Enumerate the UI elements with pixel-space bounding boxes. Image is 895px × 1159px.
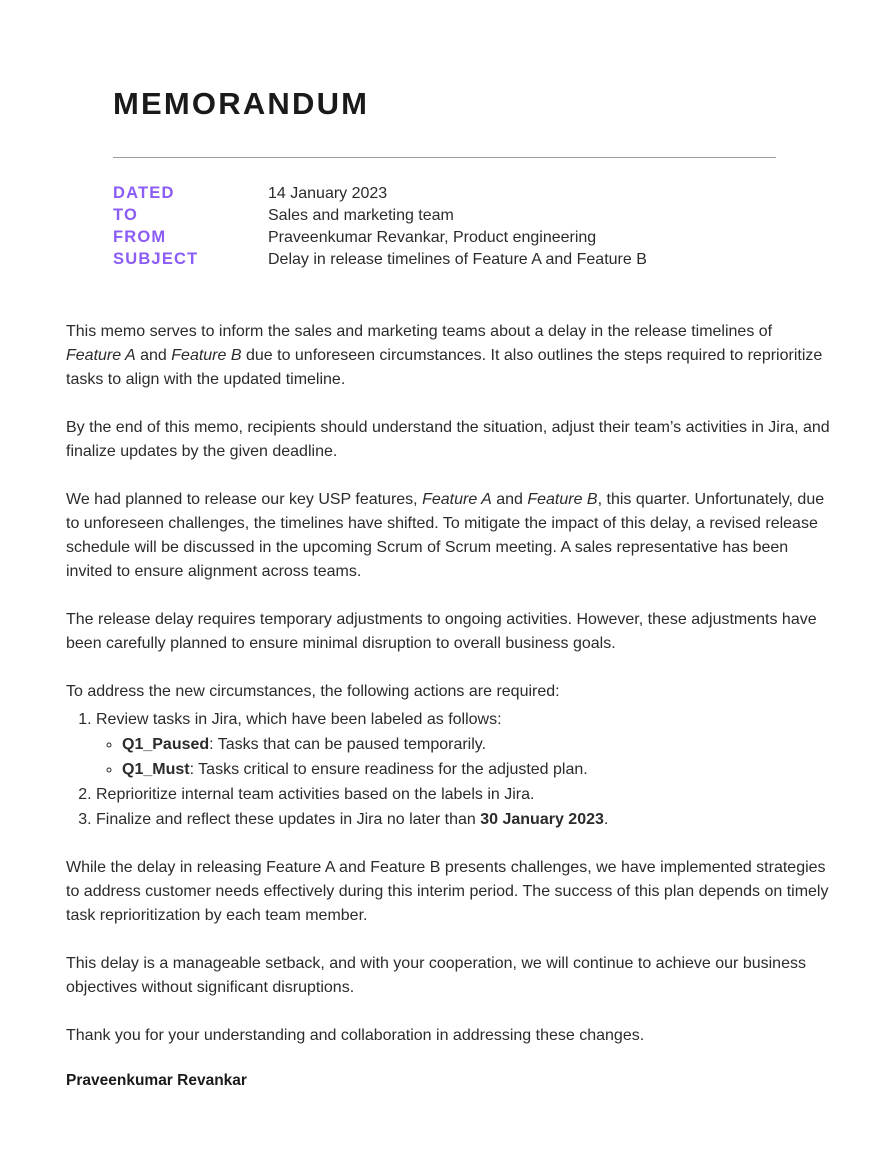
meta-value-from: Praveenkumar Revankar, Product engineering <box>268 229 597 246</box>
paragraph-background <box>66 488 831 584</box>
action-item-3-text-a: Finalize and reflect these updates in Jira no later than <box>96 811 481 828</box>
paragraph-intro <box>66 320 831 392</box>
memo-body <box>66 320 831 1090</box>
paragraph-actions-lead: To address the new circumstances, the following actions are required: <box>66 683 560 700</box>
meta-label-subject: SUBJECT <box>113 250 199 268</box>
meta-row-subject <box>113 250 793 269</box>
labels-sublist <box>96 733 831 782</box>
page-title: MEMORANDUM <box>113 86 370 121</box>
meta-value-subject: Delay in release timelines of Feature A and Feature B <box>268 251 647 268</box>
paragraph-background-text-b: and <box>491 491 528 508</box>
list-item <box>96 808 831 832</box>
paragraph-intro-text-c: due to unforeseen circumstances. It also outlines the steps required to reprioritize tasks to align with the updated timeline. <box>66 347 823 388</box>
meta-value-dated: 14 January 2023 <box>268 185 388 202</box>
paragraph-intro-text-a: This memo serves to inform the sales and marketing teams about a delay in the release timelines of <box>66 323 773 340</box>
feature-b-emphasis-2: Feature B <box>527 491 598 508</box>
action-item-1-text: Review tasks in Jira, which have been labeled as follows: <box>96 711 502 728</box>
paragraph-purpose: By the end of this memo, recipients should understand the situation, adjust their team’s activities in Jira, and finalize updates by the given deadline. <box>66 419 830 460</box>
memo-header-fields <box>113 184 793 272</box>
meta-value-to: Sales and marketing team <box>268 207 454 224</box>
paragraph-intro-text-b: and <box>135 347 172 364</box>
list-item <box>122 758 831 782</box>
label-q1-paused: Q1_Paused <box>122 736 210 753</box>
meta-label-from: FROM <box>113 228 167 246</box>
paragraph-thanks: Thank you for your understanding and collaboration in addressing these changes. <box>66 1027 645 1044</box>
label-q1-must-text: : Tasks critical to ensure readiness for the adjusted plan. <box>189 761 588 778</box>
meta-row-dated <box>113 184 793 203</box>
feature-a-emphasis-2: Feature A <box>422 491 492 508</box>
list-item <box>96 708 831 782</box>
deadline-date: 30 January 2023 <box>480 811 604 828</box>
feature-a-emphasis-1: Feature A <box>66 347 136 364</box>
action-item-3-text-b: . <box>603 811 609 828</box>
meta-row-from <box>113 228 793 247</box>
list-item <box>96 783 831 807</box>
list-item <box>122 733 831 757</box>
actions-list <box>66 708 831 832</box>
signature: Praveenkumar Revankar <box>66 1072 247 1089</box>
feature-b-emphasis-1: Feature B <box>171 347 242 364</box>
paragraph-background-text-c: , this quarter. Unfortunately, due to unforeseen challenges, the timelines have shifted. To mitigate the impact of this delay, a revised release schedule will be discussed in the upcoming Scrum of Scrum meeting. A sales representative has been invited to ensure alignment across teams. <box>66 491 825 580</box>
title-divider <box>113 157 776 158</box>
paragraph-background-text-a: We had planned to release our key USP features, <box>66 491 423 508</box>
paragraph-mitigation: While the delay in releasing Feature A and Feature B presents challenges, we have implemented strategies to address customer needs effectively during this interim period. The success of this plan depends on timely task reprioritization by each team member. <box>66 859 829 924</box>
paragraph-closing-assurance: This delay is a manageable setback, and with your cooperation, we will continue to achieve our business objectives without significant disruptions. <box>66 955 806 996</box>
meta-label-dated: DATED <box>113 184 175 202</box>
label-q1-must: Q1_Must <box>122 761 190 778</box>
action-item-2-text: Reprioritize internal team activities based on the labels in Jira. <box>96 786 535 803</box>
label-q1-paused-text: : Tasks that can be paused temporarily. <box>209 736 487 753</box>
meta-label-to: TO <box>113 206 139 224</box>
meta-row-to <box>113 206 793 225</box>
paragraph-impact: The release delay requires temporary adjustments to ongoing activities. However, these adjustments have been carefully planned to ensure minimal disruption to overall business goals. <box>66 611 817 652</box>
